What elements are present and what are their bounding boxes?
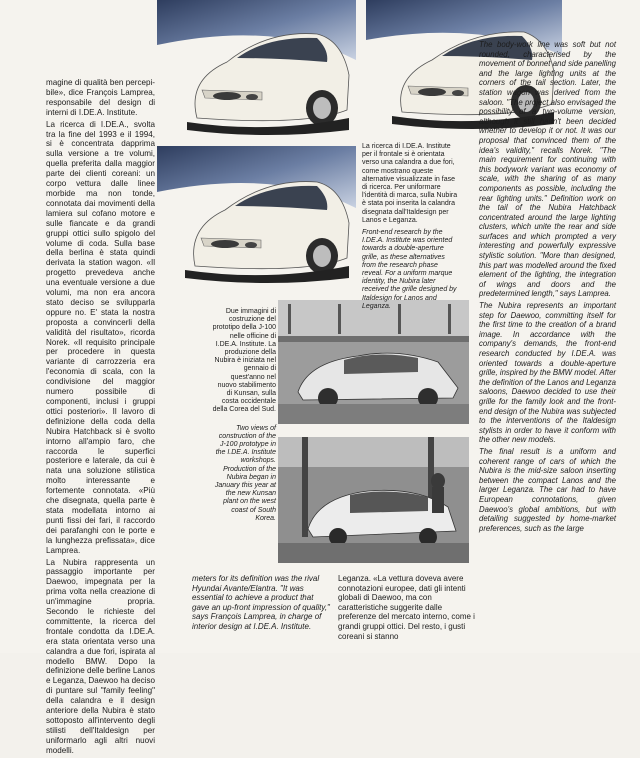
caption-front-it: La ricerca di I.DE.A. Institute per il frontale si è orientata verso una calandra a due fori, come mostrano queste alternative visualizzate in fase di ricerca. Per uniformare l'identità di marca, sulla Nubira è stata poi inserita la calandra disegnata dall'Italdesign per Lanos e Leganza.: [362, 143, 458, 224]
right-paragraph-2: The Nubira represents an important step for Daewoo, committing itself for the first time to the creation of a brand image. In accordance with the company's demands, the front-end research conducted by I.DE.A. was oriented towards a double-aperture grille, inspired by the BMW model. After the definition of the Lanos and Leganza saloons, Daewoo decided to use their grille for the family look and the front-end design of the Nubira was subjected to the interventions of the Italdesign stylists in order to have it conform with the other new models.: [479, 301, 616, 445]
bottom-middle-paragraph: meters for its definition was the rival Hyundai Avante/Elantra. "It was essential to achieve a product that gave an up-front impression of quality," says François Lamprea, in charge of interior design at I.DE.A. Institute.: [192, 574, 330, 631]
bottom-italian-text: [338, 574, 475, 643]
english-text-column: [479, 40, 616, 535]
prototype-photo-1: [278, 300, 469, 424]
left-paragraph-2: La ricerca di I.DE.A., svolta tra la fine del 1993 e il 1994, si è concentrata dapprima sulla versione a tre volumi, quella preferita dalla maggior parte dei clienti coreani: un corpo vettura dalle linee morbide ma non tonde, connotata dai movimenti della lamiera sul cofano motore e sulle fiancate e da grandi gruppi ottici sullo spigolo del volume di coda. Sulla base della berlina è stata quindi derivata la station wagon. «Il progetto prevedeva anche una eventuale versione a due volumi, ma non era ancora stato deciso se svilupparla oppure no. E' stata la nostra proposta a convincerli della validità del risultato», ricorda Norek. «Il requisito principale per procedere in questa variante di carrozzeria era l'economia di scala, con la condivisione del maggior numero possibile di componenti, inclusi i gruppi ottici posteriori». Il lavoro di definizione della coda della Nubira Hatchback si è svolto intorno all'ampio faro, che raccorda le superfici posteriore e laterale, da cui è nata una soluzione stilistica molto interessante e fortemente connotata. «Più che disegnata, quella parte è stata modellata intorno ai punti fissi dei fari, il raccordo dei parafanghi con le porte e la lunghezza prefissata», dice Lamprea.: [46, 119, 155, 555]
left-paragraph-3: La Nubira rappresenta un passaggio importante per Daewoo, impegnata per la prima volta nella creazione di un'immagine propria. Secondo le richieste del committente, la ricerca del frontale condotta da I.DE.A. era stata orientata verso una calandra a due fori, ispirata al modello BMW. Dopo la definizione delle berline Lanos e Leganza, Daewoo ha deciso di puntare sul "family feeling" della calandra e il design anteriore della Nubira è stato sottoposto all'intervento degli stilisti dell'Italdesign per uniformarlo agli altri nuovi modelli.: [46, 557, 155, 755]
italian-text-column: [46, 78, 155, 758]
right-paragraph-3: The final result is a uniform and coherent range of cars of which the Nubira is the mid-size saloon inserting between the compact Lanos and the larger Leganza. The car had to have European connotations, given Daewoo's global ambitions, but with detailing suggested by home-market preferences, such as the large: [479, 446, 616, 533]
front-research-caption: [362, 143, 460, 315]
car-sketch-front-1: [157, 0, 356, 136]
car-sketch-front-3: [157, 146, 356, 284]
prototype-photo-2: [278, 437, 469, 563]
caption-proto-en: Two views of construction of the J-100 prototype in the I.DE.A. Institute workshops. Production of the Nubira began in January this year at the new Kunsan plant on the west coast of South Korea.: [214, 424, 276, 522]
right-paragraph-1: The body-work line was soft but not rounded, characterised by the movement of bonnet and side panelling and the large lighting units at the corners of the tail section. Later, the station wagon was derived from the saloon. "The project also envisaged the possibility of a two-volume version, although it still hadn't been decided whether to develop it or not. It was our proposal that convinced them of the idea's validity," recalls Norek. "The main requirement for continuing with this bodywork variant was economy of scale, with the sharing of as many components as possible, including the rear lighting units." Definition work on the tail of the Nubira Hatchback concentrated around the large lighting clusters, which unite the rear and side surfaces and which prompted a very interesting and powerfully expressive stylistic solution. "More than designed, this part was modelled around the fixed element of the lighting, the integration of wings and doors and the predetermined length," says Lamprea.: [479, 40, 616, 299]
caption-proto-it: Due immagini di costruzione del prototipo della J-100 nelle officine di I.DE.A. Institute. La produzione della Nubira è iniziata nel gennaio di quest'anno nel nuovo stabilimento di Kunsan, sulla costa occidentale della Corea del Sud.: [212, 308, 276, 414]
left-paragraph-1: magine di qualità ben percepi-bile», dice François Lamprea, responsabile del design di interni di I.DE.A. Institute.: [46, 78, 155, 117]
prototype-caption: [212, 308, 276, 527]
bottom-english-text: [192, 574, 332, 634]
caption-front-en: Front-end research by the I.DE.A. Institute was oriented towards a double-aperture grille, as these alternatives from the research phase reveal. For a uniform marque identity, the Nubira later received the grille designed by Italdesign for Lanos and Leganza.: [362, 229, 457, 310]
bottom-right-paragraph: Leganza. «La vettura doveva avere connotazioni europee, dati gli intenti globali di Daewoo, ma con caratteristiche suggerite dalle preferenze del mercato interno, come i grandi gruppi ottici. Del resto, i gusti coreani si stanno: [338, 574, 475, 641]
